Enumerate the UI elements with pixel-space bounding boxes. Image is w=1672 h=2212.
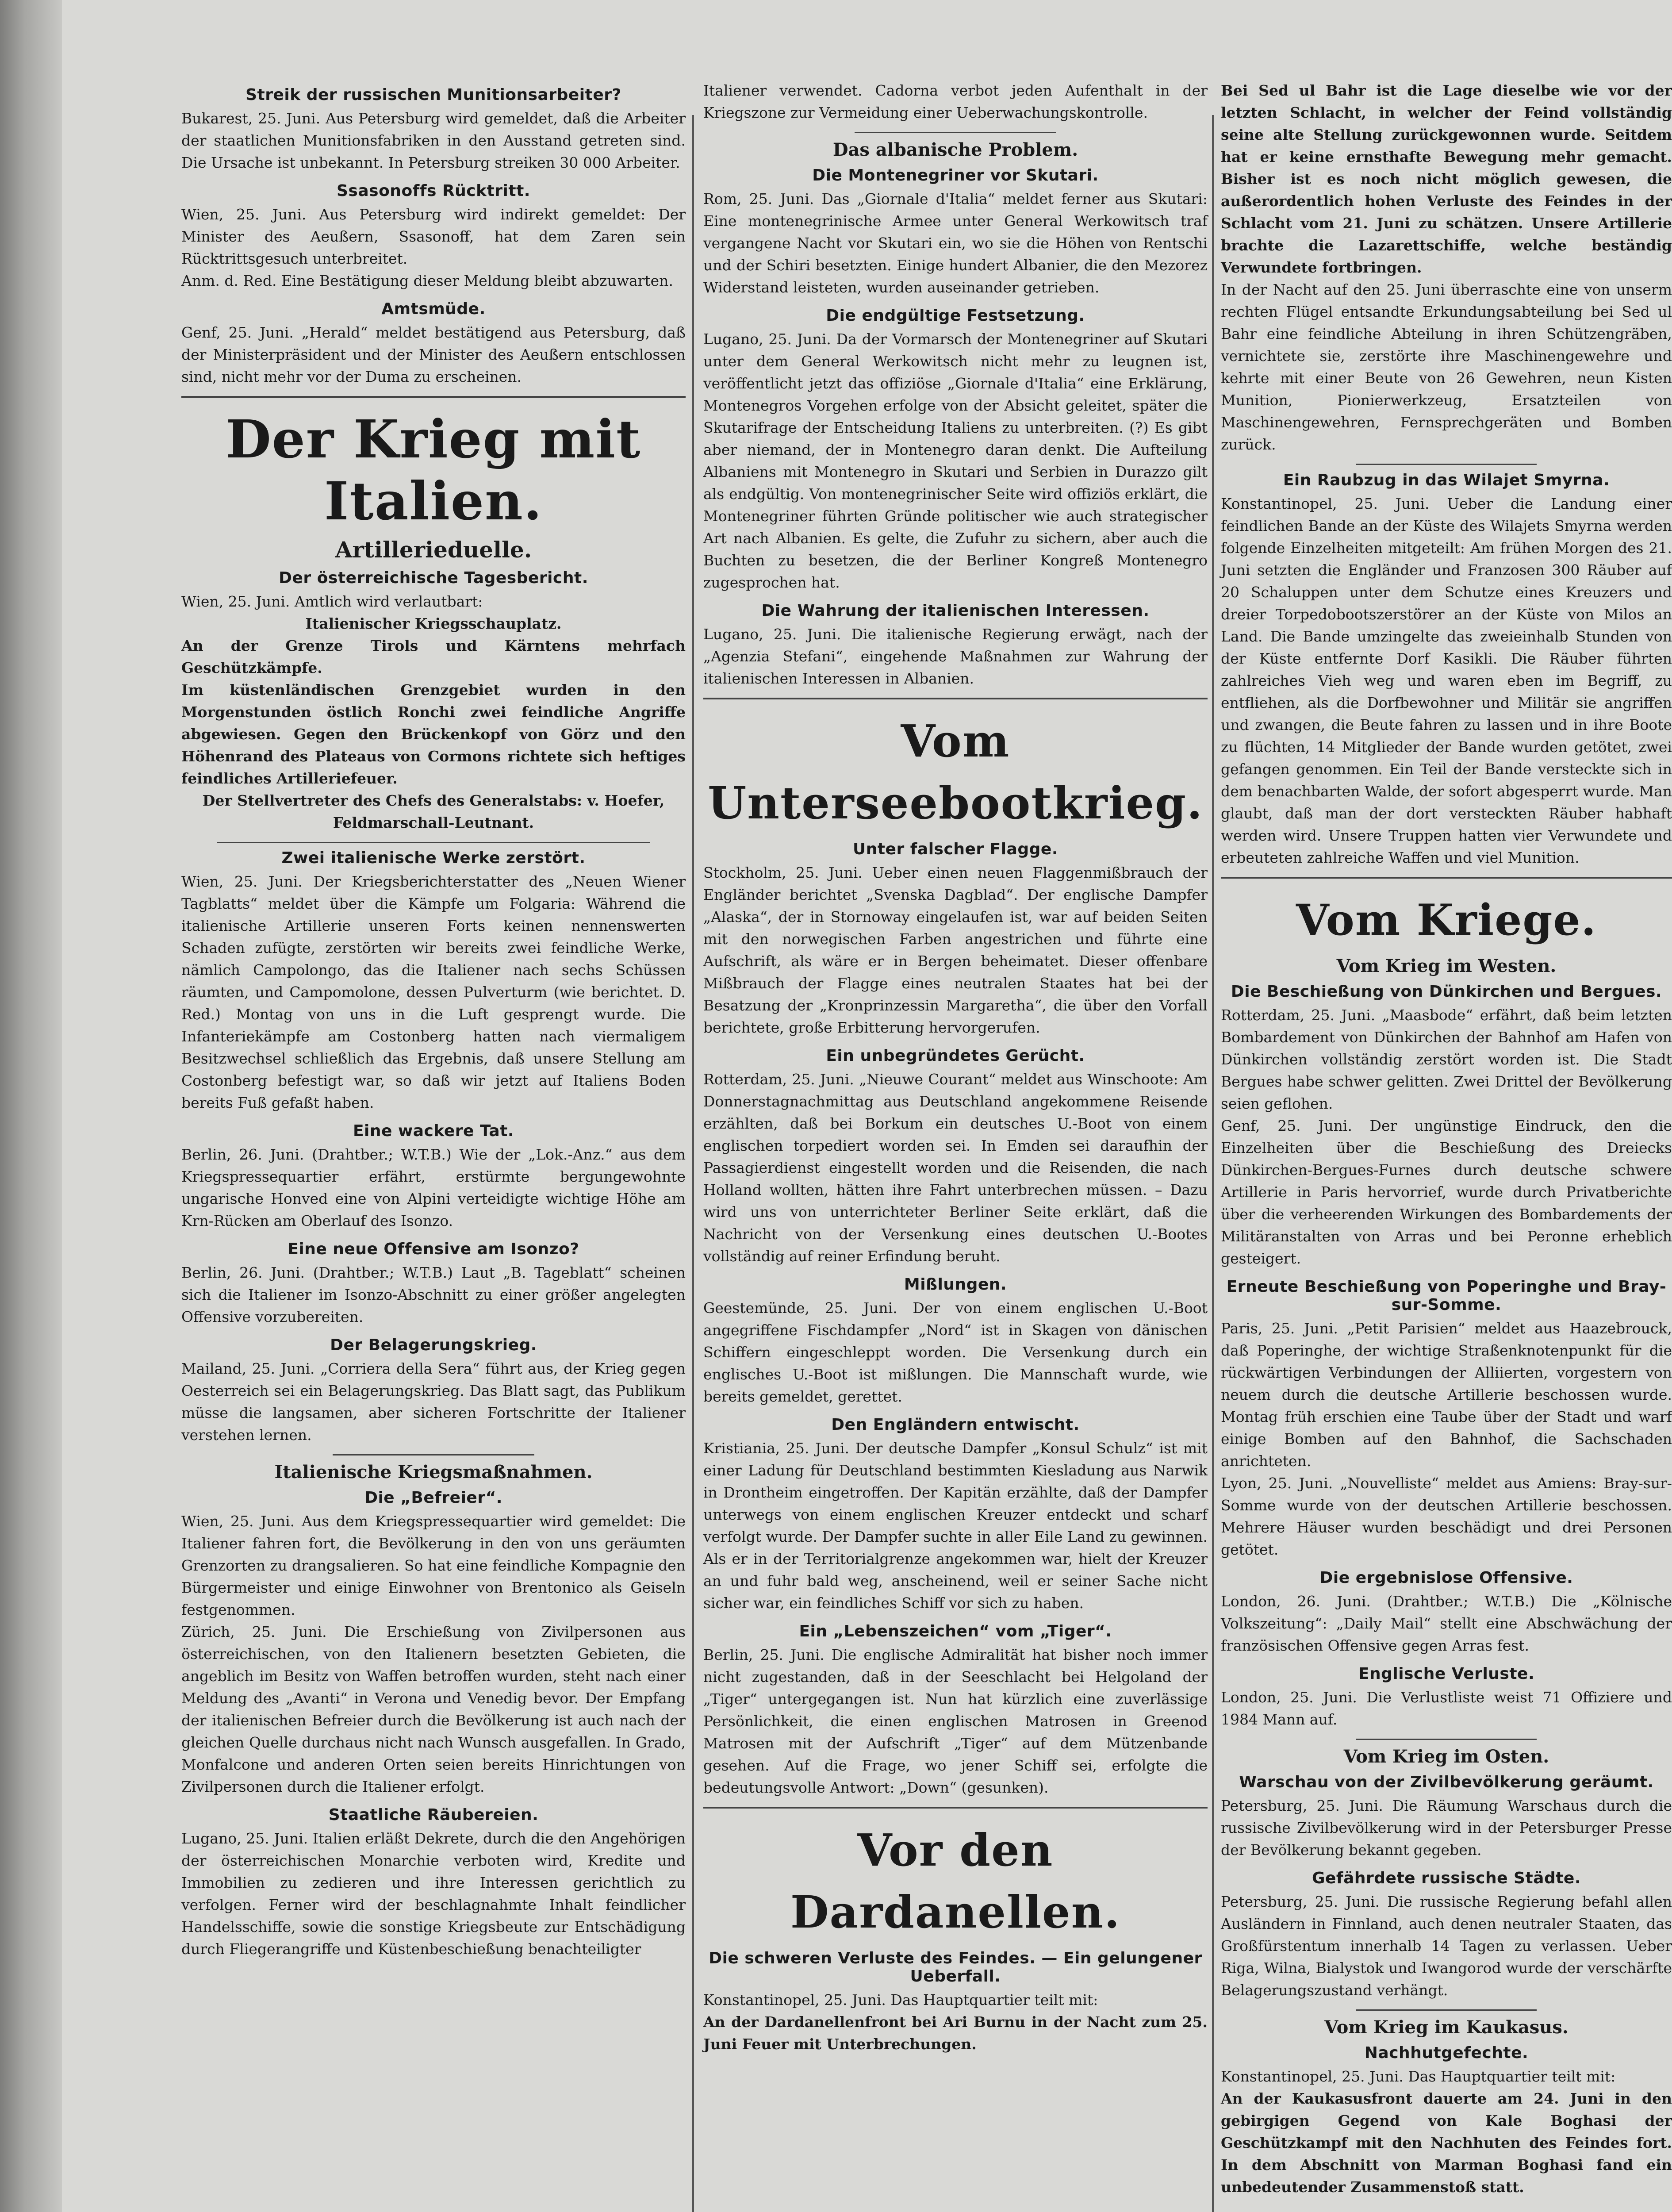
article-title: Die „Befreier“. — [364, 1489, 502, 1507]
article-text: Rom, 25. Juni. Das „Giornale d'Italia“ meldet ferner aus Skutari: Eine montenegrinische Armee unter General Werkowitsch traf vergangene Nacht vor Skutari ein, wo sie die Höhen von Rentschi und der Schiri besetzten. Einige hundert Albanier, die den Mezorez Widerstand leisteten, wurden auseinander getrieben. — [703, 190, 1208, 296]
article-tagesbericht — [181, 569, 686, 834]
column-1 — [181, 80, 686, 1968]
article-text: Lugano, 25. Juni. Italien erläßt Dekrete, durch die den Angehörigen der österreichischen Monarchie verboten wird, Kredite und Immobilien zu zedieren und ihre Interessen gerichtlich zu verfolgen. Ferner wird der beschlagnahmte Inhalt feindlicher Handelsschiffe, sowie die sonstige Kriegsbeute zur Entschädigung durch Fliegerangriffe und Küstenbeschießung benachteiligter — [181, 1830, 686, 1958]
subheadline: Vom Krieg im Westen. — [1336, 956, 1557, 976]
headline-dardanellen: Vor den Dardanellen. — [790, 1824, 1121, 1938]
article-text: Italienischer Kriegsschauplatz. — [305, 615, 562, 632]
divider — [1356, 464, 1537, 465]
article-title: Unter falscher Flagge. — [852, 840, 1058, 858]
article-title: Die ergebnislose Offensive. — [1319, 1569, 1573, 1587]
article-title: Gefährdete russische Städte. — [1312, 1869, 1581, 1887]
article-flagge — [703, 840, 1208, 1039]
article-title: Der österreichische Tagesbericht. — [279, 569, 588, 587]
article-title: Englische Verluste. — [1358, 1665, 1535, 1683]
column-rule — [692, 115, 694, 2212]
article-title: Die schweren Verluste des Feindes. — Ein gelungener Ueberfall. — [709, 1949, 1202, 1985]
article-ssasonoff — [181, 182, 686, 292]
divider — [1356, 1739, 1537, 1740]
article-title: Warschau von der Zivilbevölkerung geräumt. — [1239, 1773, 1654, 1791]
article-text: Konstantinopel, 25. Juni. Das Hauptquartier teilt mit: — [703, 1991, 1098, 2008]
article-text: Berlin, 25. Juni. Die englische Admiralität hat bisher noch immer nicht zugestanden, daß in der Seeschlacht bei Helgoland der „Tiger“ untergegangen ist. Nun hat kürzlich eine zuverlässige Persönlichkeit, die einen englischen Matrosen in Greenod Matrosen mit der Aufschrift „Tiger“ auf dem Mützenbande gesehen. Auf die Frage, wo jener Schiff sei, erfolgte die bedeutungsvolle Antwort: „Down“ (gesunken). — [703, 1646, 1208, 1796]
subheadline: Vom Krieg im Kaukasus. — [1324, 2017, 1568, 2038]
article-text: An der Dardanellenfront bei Ari Burnu in der Nacht zum 25. Juni Feuer mit Unterbrechungen. — [703, 2013, 1208, 2053]
article-title: Mißlungen. — [904, 1275, 1007, 1294]
article-text: Im küstenländischen Grenzgebiet wurden in den Morgenstunden östlich Ronchi zwei feindliche Angriffe abgewiesen. Gegen den Brückenkopf von Görz und den Höhenrand des Plateaus von Cormons richtete sich heftiges feindliches Artilleriefeuer. — [181, 681, 686, 787]
divider — [1356, 2009, 1537, 2011]
article-text: Paris, 25. Juni. „Petit Parisien“ meldet aus Haazebrouck, daß Poperinghe, der wichtige Straßenknotenpunkt für die rückwärtigen Verbindungen der Alliierten, vorgestern von neuem durch die deutsche Artillerie beschossen wurde. Montag früh erschien eine Taube über der Stadt und warf einige Bomben auf den Bahnhof, die Sachschaden anrichteten. — [1221, 1320, 1672, 1470]
article-befreier — [181, 1489, 686, 1798]
article-title: Streik der russischen Munitionsarbeiter? — [245, 86, 621, 104]
article-verluste — [1221, 1665, 1672, 1731]
article-text: In der Nacht auf den 25. Juni überraschte eine von unserm rechten Flügel entsandte Erkundungsabteilung bei Sed ul Bahr eine feindliche Abteilung in ihren Schützengräben, vernichtete sie, zerstörte ihre Maschinengewehre und kehrte mit einer Beute von 26 Gewehren, neun Kisten Munition, Pionierwerkzeug, Ersatzteilen von Maschinengewehren, Fernsprechgeräten und Bomben zurück. — [1221, 281, 1672, 453]
article-geruecht — [703, 1047, 1208, 1267]
article-wahrung — [703, 602, 1208, 690]
article-kaukasus — [1221, 2044, 1672, 2198]
newspaper-page — [66, 80, 1672, 2212]
article-text: Rotterdam, 25. Juni. „Maasbode“ erfährt, daß beim letzten Bombardement von Dünkirchen der Bahnhof am Hafen von Dünkirchen vollständig zerstört worden ist. Die Stadt Bergues habe schwer gelitten. Zwei Drittel der Bevölkerung seien geflohen. — [1221, 1006, 1672, 1112]
article-raubzug — [1221, 471, 1672, 869]
article-text: Konstantinopel, 25. Juni. Das Hauptquartier teilt mit: — [1221, 2068, 1616, 2085]
subheadline: Vom Krieg im Osten. — [1343, 1746, 1549, 1767]
article-title: Die endgültige Festsetzung. — [826, 307, 1085, 325]
article-duenkirchen — [1221, 983, 1672, 1270]
article-text: Italiener verwendet. Cadorna verbot jeden Aufenthalt in der Kriegszone zur Vermeidung einer Ueberwachungskontrolle. — [703, 82, 1208, 121]
article-title: Die Beschießung von Dünkirchen und Bergues. — [1231, 983, 1662, 1001]
article-staedte — [1221, 1869, 1672, 2001]
article-amtsmuede — [181, 300, 686, 388]
article-tiger — [703, 1622, 1208, 1799]
article-dardanellen — [703, 1949, 1208, 2055]
article-poperinghe — [1221, 1278, 1672, 1561]
article-misslungen — [703, 1275, 1208, 1408]
divider — [1221, 877, 1672, 879]
article-title: Zwei italienische Werke zerstört. — [281, 849, 586, 867]
divider — [181, 396, 686, 398]
article-text: Bukarest, 25. Juni. Aus Petersburg wird gemeldet, daß die Arbeiter der staatlichen Munitionsfabriken in den Ausstand getreten sind. Die Ursache ist unbekannt. In Petersburg streiken 30 000 Arbeiter. — [181, 110, 686, 171]
article-text: London, 25. Juni. Die Verlustliste weist 71 Offiziere und 1984 Mann auf. — [1221, 1689, 1672, 1728]
column-3 — [1221, 80, 1672, 2206]
article-title: Staatliche Räubereien. — [328, 1806, 539, 1824]
article-text: Petersburg, 25. Juni. Die russische Regierung befahl allen Ausländern in Finnland, auch denen neutraler Staaten, das Großfürstentum innerhalb 14 Tagen zu verlassen. Ueber Riga, Wilna, Bialystok und Iwangorod wurde der verschärfte Belagerungszustand verhängt. — [1221, 1893, 1672, 1999]
article-text: Bei Sed ul Bahr ist die Lage dieselbe wie vor der letzten Schlacht, in welcher der Feind vollständig seine alte Stellung zurückgewonnen wurde. Seitdem hat er keine ernsthafte Bewegung mehr gemacht. Bisher ist es noch nicht möglich gewesen, die außerordentlich hohen Verluste des Feindes in der Schlacht vom 21. Juni zu schätzen. Unsere Artillerie brachte die Lazarettschiffe, welche beständig Verwundete fortbringen. — [1221, 82, 1672, 276]
article-text: An der Grenze Tirols und Kärntens mehrfach Geschützkämpfe. — [181, 637, 686, 676]
article-title: Amtsmüde. — [381, 300, 486, 318]
article-werke — [181, 849, 686, 1114]
article-tat — [181, 1122, 686, 1232]
column-rule — [1212, 115, 1214, 2212]
page-binding-edge — [0, 0, 62, 2212]
article-text: Stockholm, 25. Juni. Ueber einen neuen Flaggenmißbrauch der Engländer berichtet „Svenska Dagblad“. Der englische Dampfer „Alaska“, der in Stornoway eingelaufen ist, war auf beiden Seiten mit den norwegischen Farben angestrichen und führte eine Aufschrift, als wäre er in Bergen beheimatet. Dieser offenbare Mißbrauch der Flagge eines neutralen Staates hat bei der Besatzung der „Kronprinzessin Margaretha“, die über den Vorfall berichtete, große Erbitterung hervorgerufen. — [703, 864, 1208, 1036]
column-2 — [703, 80, 1208, 2063]
headline-uboot: Vom Unterseebootkrieg. — [708, 715, 1203, 829]
headline-albanien: Das albanische Problem. — [832, 139, 1078, 160]
headline-massnahmen: Italienische Kriegsmaßnahmen. — [274, 1462, 593, 1482]
article-title: Ssasonoffs Rücktritt. — [337, 182, 530, 200]
article-title: Ein unbegründetes Gerücht. — [826, 1047, 1085, 1065]
article-raeubereien — [181, 1806, 686, 1960]
article-text: Lugano, 25. Juni. Da der Vormarsch der Montenegriner auf Skutari unter dem General Werkowitsch nicht mehr zu leugnen ist, veröffentlicht jetzt das offiziöse „Giornale d'Italia“ eine Erklärung, Montenegros Vorgehen erfolge von der Absicht geleitet, später die Skutarifrage der Entscheidung Italiens zu unterbreiten. (?) Es gibt aber niemand, der in Montenegro daran denkt. Die Aufteilung Albaniens mit Montenegro in Skutari und Serbien in Durazzo gilt als endgültig. Von montenegrinischer Seite wird offiziös erklärt, die Montenegriner führten Gründe politischer wie auch strategischer Art nach Albanien. Es gelte, die Zufuhr zu sichern, aber auch die Buchten zu besetzen, die der Berliner Kongreß Montenegro zugesprochen hat. — [703, 330, 1208, 591]
article-warschau — [1221, 1773, 1672, 1861]
article-title: Eine neue Offensive am Isonzo? — [288, 1240, 579, 1258]
article-title: Erneute Beschießung von Poperinghe und Bray-sur-Somme. — [1226, 1278, 1667, 1314]
article-text: Anm. d. Red. Eine Bestätigung dieser Meldung bleibt abzuwarten. — [181, 272, 673, 289]
subheadline: Artillerieduelle. — [335, 537, 532, 563]
article-text: Rotterdam, 25. Juni. „Nieuwe Courant“ meldet aus Winschoote: Am Donnerstagnachmittag aus Deutschland angekommene Reisende erzählten, daß bei Borkum ein deutsches U.-Boot von einem englischen torpediert worden sei. In Emden sei daraufhin der Passagierdienst eingestellt worden und die Reisenden, die nach Holland wollten, hätten ihre Fahrt unterbrechen müssen. – Dazu wird uns von unterrichteter Berliner Seite erklärt, daß die Nachricht von der Versenkung eines deutschen U.-Bootes vollständig auf reiner Erfindung beruht. — [703, 1071, 1208, 1265]
article-text: Lyon, 25. Juni. „Nouvelliste“ meldet aus Amiens: Bray-sur-Somme wurde von der deutschen Artillerie beschossen. Mehrere Häuser wurden beschädigt und drei Personen getötet. — [1221, 1475, 1672, 1558]
article-skutari — [703, 166, 1208, 299]
article-text: Berlin, 26. Juni. (Drahtber.; W.T.B.) Wie der „Lok.-Anz.“ aus dem Kriegspressequartier erfährt, erstürmte bergungewohnte ungarische Honved eine von Alpini verteidigte wichtige Höhe am Krn-Rücken am Oberlauf des Isonzo. — [181, 1146, 686, 1229]
article-title: Ein Raubzug in das Wilajet Smyrna. — [1283, 471, 1610, 489]
article-text: Genf, 25. Juni. „Herald“ meldet bestätigend aus Petersburg, daß der Ministerpräsident und der Minister des Aeußern entschlossen sind, nicht mehr vor der Duma zu erscheinen. — [181, 324, 686, 385]
article-title: Der Belagerungskrieg. — [330, 1336, 537, 1354]
article-text: London, 26. Juni. (Drahtber.; W.T.B.) Die „Kölnische Volkszeitung“: „Daily Mail“ stellt eine Abschwächung der französischen Offensive gegen Arras fest. — [1221, 1593, 1672, 1654]
article-continuation — [703, 80, 1208, 124]
article-text: Zürich, 25. Juni. Die Erschießung von Zivilpersonen aus österreichischen, von den Italienern besetzten Gebieten, die angeblich im Besitz von Waffen betroffen wurden, steht nach einer Meldung des „Avanti“ in Verona und Venedig bevor. Der Empfang der italienischen Befreier durch die Bevölkerung ist auch nach der gleichen Quelle durchaus nicht nach Wunsch ausgefallen. In Grado, Monfalcone und anderen Orten seien bereits Hinrichtungen von Zivilpersonen durch die Italiener erfolgt. — [181, 1623, 686, 1795]
article-text: Konstantinopel, 25. Juni. Ueber die Landung einer feindlichen Bande an der Küste des Wilajets Smyrna werden folgende Einzelheiten mitgeteilt: Am frühen Morgen des 21. Juni setzten die Engländer und Franzosen 300 Räuber auf 20 Schaluppen unter dem Schutze eines Kreuzers und dreier Torpedobootszerstörer an der Küste von Milos an Land. Die Bande umzingelte das zweieinhalb Stunden von der Küste entfernte Dorf Kasikli. Die Räuber führten zahlreiches Vieh weg und waren eben im Begriff, zu entfliehen, als die Dorfbewohner und Militär sie angriffen und zwangen, die Beute fahren zu lassen und in ihre Boote zu flüchten, 14 Mitglieder der Bande wurden getötet, zwei gefangen genommen. Ein Teil der Bande versteckte sich in dem benachbarten Walde, der sofort abgesperrt wurde. Man glaubt, daß man der dort versteckten Räuber habhaft werden wird. Unsere Truppen hatten vier Verwundete und erbeuteten zahlreiche Waffen und viel Munition. — [1221, 495, 1672, 866]
article-text: Wien, 25. Juni. Aus dem Kriegspressequartier wird gemeldet: Die Italiener fahren fort, die Bevölkerung in den von uns geräumten Grenzorten zu drangsalieren. So hat eine feindliche Kompagnie den Bürgermeister und einige Einwohner von Brentonico als Geiseln festgenommen. — [181, 1513, 686, 1618]
divider — [703, 1807, 1208, 1809]
article-text: Der Stellvertreter des Chefs des Generalstabs: v. Hoefer, Feldmarschall-Leutnant. — [202, 792, 665, 831]
article-title: Ein „Lebenszeichen“ vom „Tiger“. — [799, 1622, 1112, 1640]
article-text: Petersburg, 25. Juni. Die Räumung Warschaus durch die russische Zivilbevölkerung wird in der Petersburger Presse der Bevölkerung bekannt gegeben. — [1221, 1797, 1672, 1859]
article-text: An der Kaukasusfront dauerte am 24. Juni in den gebirgigen Gegend von Kale Boghasi der Geschützkampf mit den Nachhuten des Feindes fort. In dem Abschnitt von Marman Boghasi fand ein unbedeutender Zusammenstoß statt. — [1221, 2090, 1672, 2196]
divider — [333, 1454, 534, 1455]
article-text: Geestemünde, 25. Juni. Der von einem englischen U.-Boot angegriffene Fischdampfer „Nord“ ist in Skagen von dänischen Schiffern eingeschleppt worden. Die Versenkung durch ein englisches U.-Boot ist mißlungen. Die Mannschaft wurde, wie bereits gemeldet, gerettet. — [703, 1299, 1208, 1405]
article-title: Die Montenegriner vor Skutari. — [812, 166, 1099, 184]
divider — [217, 842, 650, 843]
article-text: Wien, 25. Juni. Amtlich wird verlautbart: — [181, 593, 483, 610]
article-text: Wien, 25. Juni. Der Kriegsberichterstatter des „Neuen Wiener Tagblatts“ meldet über die Kämpfe um Folgaria: Während die italienische Artillerie unseren Forts keinen nennenswerten Schaden zufügte, zerstörten wir bereits zwei feindliche Werke, nämlich Campolongo, das die Italiener nach sechs Schüssen räumten, und Campomolone, dessen Pulverturm (wie berichtet. D. Red.) Montag von uns in die Luft gesprengt wurde. Die Infanteriekämpfe am Costonberg hatten nach viermaligem Besitzwechsel schließlich das Ergebnis, daß unsere Stellung am Costonberg befestigt war, so daß wir jetzt auf Italiens Boden bereits Fuß gefaßt haben. — [181, 873, 686, 1111]
article-text: Wien, 25. Juni. Aus Petersburg wird indirekt gemeldet: Der Minister des Aeußern, Ssasonoff, hat dem Zaren sein Rücktrittsgesuch unterbreitet. — [181, 206, 686, 267]
article-text: Genf, 25. Juni. Der ungünstige Eindruck, den die Einzelheiten über die Beschießung des Dreiecks Dünkirchen-Bergues-Furnes durch deutsche schwere Artillerie in Paris hervorrief, wurde durch Privatberichte über die verheerenden Wirkungen des Bombardements der Militäranstalten von Arras und bei Peronne erheblich gesteigert. — [1221, 1117, 1672, 1267]
article-festsetzung — [703, 307, 1208, 594]
article-text: Berlin, 26. Juni. (Drahtber.; W.T.B.) Laut „B. Tageblatt“ scheinen sich die Italiener im Isonzo-Abschnitt zu einer größer angelegten Offensive vorzubereiten. — [181, 1264, 686, 1325]
headline-vom-kriege: Vom Kriege. — [1296, 895, 1597, 945]
article-belagerung — [181, 1336, 686, 1446]
article-text: Mailand, 25. Juni. „Corriera della Sera“ führt aus, der Krieg gegen Oesterreich sei ein Belagerungskrieg. Das Blatt sagt, das Publikum müsse die langsamen, aber sicheren Fortschritte der Italiener verstehen lernen. — [181, 1360, 686, 1444]
article-title: Nachhutgefechte. — [1364, 2044, 1529, 2062]
article-title: Die Wahrung der italienischen Interessen. — [761, 602, 1150, 620]
article-continuation — [1221, 80, 1672, 456]
article-entwischt — [703, 1416, 1208, 1614]
article-offensive — [181, 1240, 686, 1328]
divider — [703, 698, 1208, 699]
article-text: Lugano, 25. Juni. Die italienische Regierung erwägt, nach der „Agenzia Stefani“, eingehende Maßnahmen zur Wahrung der italienischen Interessen in Albanien. — [703, 626, 1208, 687]
divider — [855, 132, 1056, 133]
article-title: Eine wackere Tat. — [353, 1122, 514, 1140]
article-text: Kristiania, 25. Juni. Der deutsche Dampfer „Konsul Schulz“ ist mit einer Ladung für Deutschland bestimmten Kiesladung aus Narwik in Drontheim eingetroffen. Der Kapitän erzählte, daß der Dampfer unterwegs von einem englischen Kreuzer entdeckt und scharf verfolgt wurde. Der Dampfer suchte in aller Eile Land zu gewinnen. Als er in der Territorialgrenze angekommen war, hielt der Kreuzer an und fuhr bald weg, anscheinend, weil er seiner Sache nicht sicher war, ein feindliches Schiff vor sich zu haben. — [703, 1440, 1208, 1612]
article-ergebnislos — [1221, 1569, 1672, 1657]
headline-krieg-italien: Der Krieg mit Italien. — [226, 408, 641, 532]
article-title: Den Engländern entwischt. — [831, 1416, 1080, 1434]
article-streik — [181, 86, 686, 174]
